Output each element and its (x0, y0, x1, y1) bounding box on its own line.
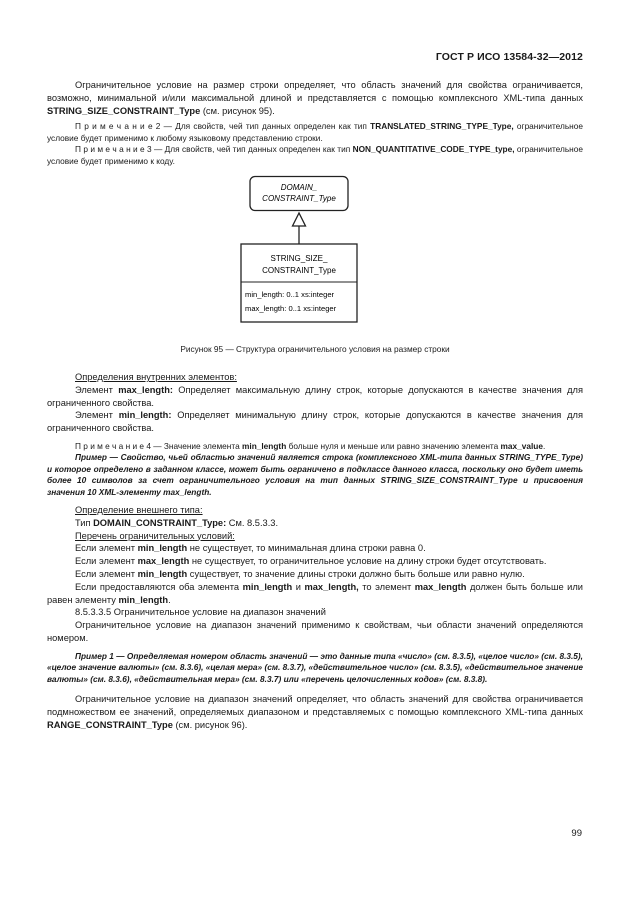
parent-class-name-2: CONSTRAINT_Type (262, 194, 336, 204)
example-1: Пример 1 — Определяемая номером область значений — это данные типа «число» (см. 8.3.5), «целое число» (см. 8.3.5), «целое значение валюты» (см. 8.3.6), «целая мера» (см. 8.3.7), «действительное число» (см. 8.3.5), «действительное значение валюты» (см. 8.3.6), «действительная мера» (см. 8.3.7) или «перечень целочисленных кодов» (см. 8.3.8). (47, 650, 583, 684)
example-paragraph: Пример — Свойство, чьей областью значений является строка (комплексного XML-типа данных STRING_TYPE_Type) и которое определено в заданном классе, может быть ограничено в подклассе данного класса, поскольку оно будет иметь более 10 символов за счет ограничительного условия на тип данных STRING_SIZE_CONSTRAINT_Type и присвоения значения 10 XML-элементу max_length. (47, 452, 583, 497)
inner-definitions-heading: Определения внутренних элементов: (75, 372, 237, 383)
uml-diagram (237, 175, 407, 335)
parent-class-name-1: DOMAIN_ (280, 183, 318, 193)
outer-definition-heading: Определение внешнего типа: (75, 505, 203, 516)
figure-95 (47, 175, 583, 357)
def-max-length: Элемент max_length: Определяет максимальную длину строк, которые допускаются в качестве значения для ограниченного свойства. (47, 384, 583, 408)
range-paragraph: Ограничительное условие на диапазон значений применимо к свойствам, чьи области значений определяются номером. (47, 620, 583, 643)
outer-type: Тип DOMAIN_CONSTRAINT_Type: См. 8.5.3.3. (75, 517, 279, 528)
attribute-min-length: min_length: 0..1 xs:integer (245, 290, 335, 300)
constraint-2: Если элемент max_length не существует, то ограничительное условие на длину строки будет отсутствовать. (75, 556, 547, 567)
child-class-name-2: CONSTRAINT_Type (262, 266, 336, 276)
figure-caption: Рисунок 95 — Структура ограничительного условия на размер строки (180, 344, 450, 355)
constraint-3: Если элемент min_length существует, то значение длины строки должно быть больше или равно нулю. (75, 569, 525, 580)
note-2: П р и м е ч а н и е 2 — Для свойств, чей тип данных определен как тип TRANSLATED_STRING_TYPE_Type, ограничительное условие будет применимо к любому языковому представлению строки. (47, 121, 583, 143)
child-class-name-1: STRING_SIZE_ (270, 254, 328, 264)
constraints-heading: Перечень ограничительных условий: (75, 530, 235, 541)
constraint-1: Если элемент min_length не существует, то минимальная длина строки равна 0. (75, 543, 426, 554)
note-4: П р и м е ч а н и е 4 — Значение элемента min_length больше нуля и меньше или равно значению элемента max_value. (75, 441, 546, 451)
document-header: ГОСТ Р ИСО 13584-32—2012 (435, 51, 583, 63)
paragraph-range-constraint: Ограничительное условие на диапазон значений определяет, что область значений для свойства ограничивается подмножеством ее значений, определяемых диапазоном и представляемых с помощью комплексного XML-типа данных RANGE_CONSTRAINT_Type (см. рисунок 96). (47, 694, 583, 730)
note-3: П р и м е ч а н и е 3 — Для свойств, чей тип данных определен как тип NON_QUANTITATIVE_CODE_TYPE_type, ограничительное условие будет применимо к коду. (47, 144, 583, 166)
section-heading: 8.5.3.3.5 Ограничительное условие на диапазон значений (75, 607, 326, 618)
inheritance-arrow (293, 213, 306, 226)
page-number: 99 (571, 828, 582, 839)
def-min-length: Элемент min_length: Определяет минимальную длину строк, которые допускаются в качестве значения для ограниченного свойства. (47, 410, 583, 434)
constraint-4: Если предоставляются оба элемента min_length и max_length, то элемент max_length должен быть больше или равен элементу min_length. (47, 581, 583, 605)
attribute-max-length: max_length: 0..1 xs:integer (245, 304, 337, 314)
paragraph-intro: Ограничительное условие на размер строки определяет, что область значений для свойства ограничивается, возможно, минимальной и/или максимальной длиной и представляется с помощью комплексного XML-типа данных STRING_SIZE_CONSTRAINT_Type (см. рисунок 95). (47, 80, 583, 116)
document-body (47, 79, 583, 731)
